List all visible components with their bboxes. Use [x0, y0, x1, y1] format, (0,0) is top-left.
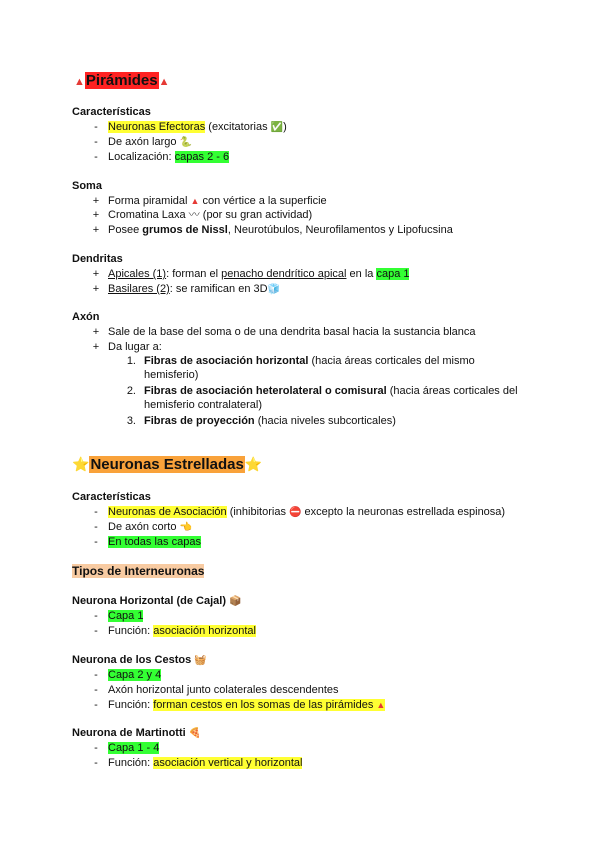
basket-icon: 🧺	[194, 655, 207, 666]
list-item: + Cromatina Laxa 〰 (por su gran actividad)	[92, 209, 313, 221]
section-heading: Axón	[72, 311, 100, 323]
list-item: + Sale de la base del soma o de una dendrita basal hacia la sustancia blanca	[92, 326, 476, 338]
pizza-icon: 🍕	[188, 728, 202, 739]
numbered-item-cont: hemisferio)	[144, 369, 199, 381]
snake-icon: 🐍	[179, 137, 192, 148]
list-item: - Neuronas Efectoras (excitatorias ✅)	[94, 121, 287, 133]
list-item: - Capa 1 - 4	[94, 742, 160, 754]
list-item: - De axón largo 🐍	[94, 136, 192, 148]
neuron-heading: Neurona de Martinotti 🍕	[72, 727, 202, 739]
list-item: - Función: forman cestos en los somas de las pirámides ▲	[94, 699, 386, 711]
list-item: - En todas las capas	[94, 536, 201, 548]
pointing-hand-icon: 👈	[179, 522, 192, 533]
list-item: - Capa 1	[94, 610, 144, 622]
piramides-title: ▲Pirámides▲	[74, 72, 170, 89]
no-entry-icon: ⛔	[289, 507, 302, 518]
list-item: + Posee grumos de Nissl, Neurotúbulos, Neurofilamentos y Lipofucsina	[92, 224, 453, 236]
list-item: - Neuronas de Asociación (inhibitorias ⛔ excepto la neuronas estrellada espinosa)	[94, 506, 506, 518]
section-heading: Características	[72, 491, 151, 503]
neuron-heading: Neurona de los Cestos 🧺	[72, 654, 207, 666]
list-item: + Basilares (2): se ramifican en 3D🧊	[92, 283, 281, 295]
triangle-icon: ▲	[158, 76, 170, 88]
neuron-heading: Neurona Horizontal (de Cajal) 📦	[72, 595, 242, 607]
section-heading: Soma	[72, 180, 102, 192]
list-item: - De axón corto 👈	[94, 521, 192, 533]
wave-icon: 〰	[188, 209, 200, 221]
numbered-item: 1. Fibras de asociación horizontal (hacia áreas corticales del mismo	[126, 355, 475, 367]
list-item: - Capa 2 y 4	[94, 669, 162, 681]
list-item: - Función: asociación horizontal	[94, 625, 256, 637]
section-heading: Características	[72, 106, 151, 118]
check-icon: ✅	[270, 122, 284, 133]
triangle-icon: ▲	[376, 700, 386, 710]
subsection-heading: Tipos de Interneuronas	[72, 564, 205, 578]
triangle-icon: ▲	[190, 196, 200, 206]
box-icon: 📦	[229, 596, 242, 607]
numbered-item: 3. Fibras de proyección (hacia niveles subcorticales)	[126, 415, 396, 427]
list-item: - Función: asociación vertical y horizontal	[94, 757, 303, 769]
list-item: - Localización: capas 2 - 6	[94, 151, 230, 163]
estrelladas-title: ⭐Neuronas Estrelladas⭐	[72, 456, 263, 473]
triangle-icon: ▲	[74, 76, 85, 88]
numbered-item: 2. Fibras de asociación heterolateral o comisural (hacia áreas corticales del	[126, 385, 518, 397]
section-heading: Dendritas	[72, 253, 123, 265]
list-item: + Forma piramidal ▲ con vértice a la superficie	[92, 195, 327, 207]
cube-icon: 🧊	[267, 284, 281, 295]
star-icon: ⭐	[244, 456, 263, 472]
list-item: - Axón horizontal junto colaterales descendentes	[94, 684, 339, 696]
list-item: + Da lugar a:	[92, 341, 162, 353]
numbered-item-cont: hemisferio contralateral)	[144, 399, 262, 411]
star-icon: ⭐	[72, 456, 90, 472]
list-item: + Apicales (1): forman el penacho dendrítico apical en la capa 1	[92, 268, 410, 280]
